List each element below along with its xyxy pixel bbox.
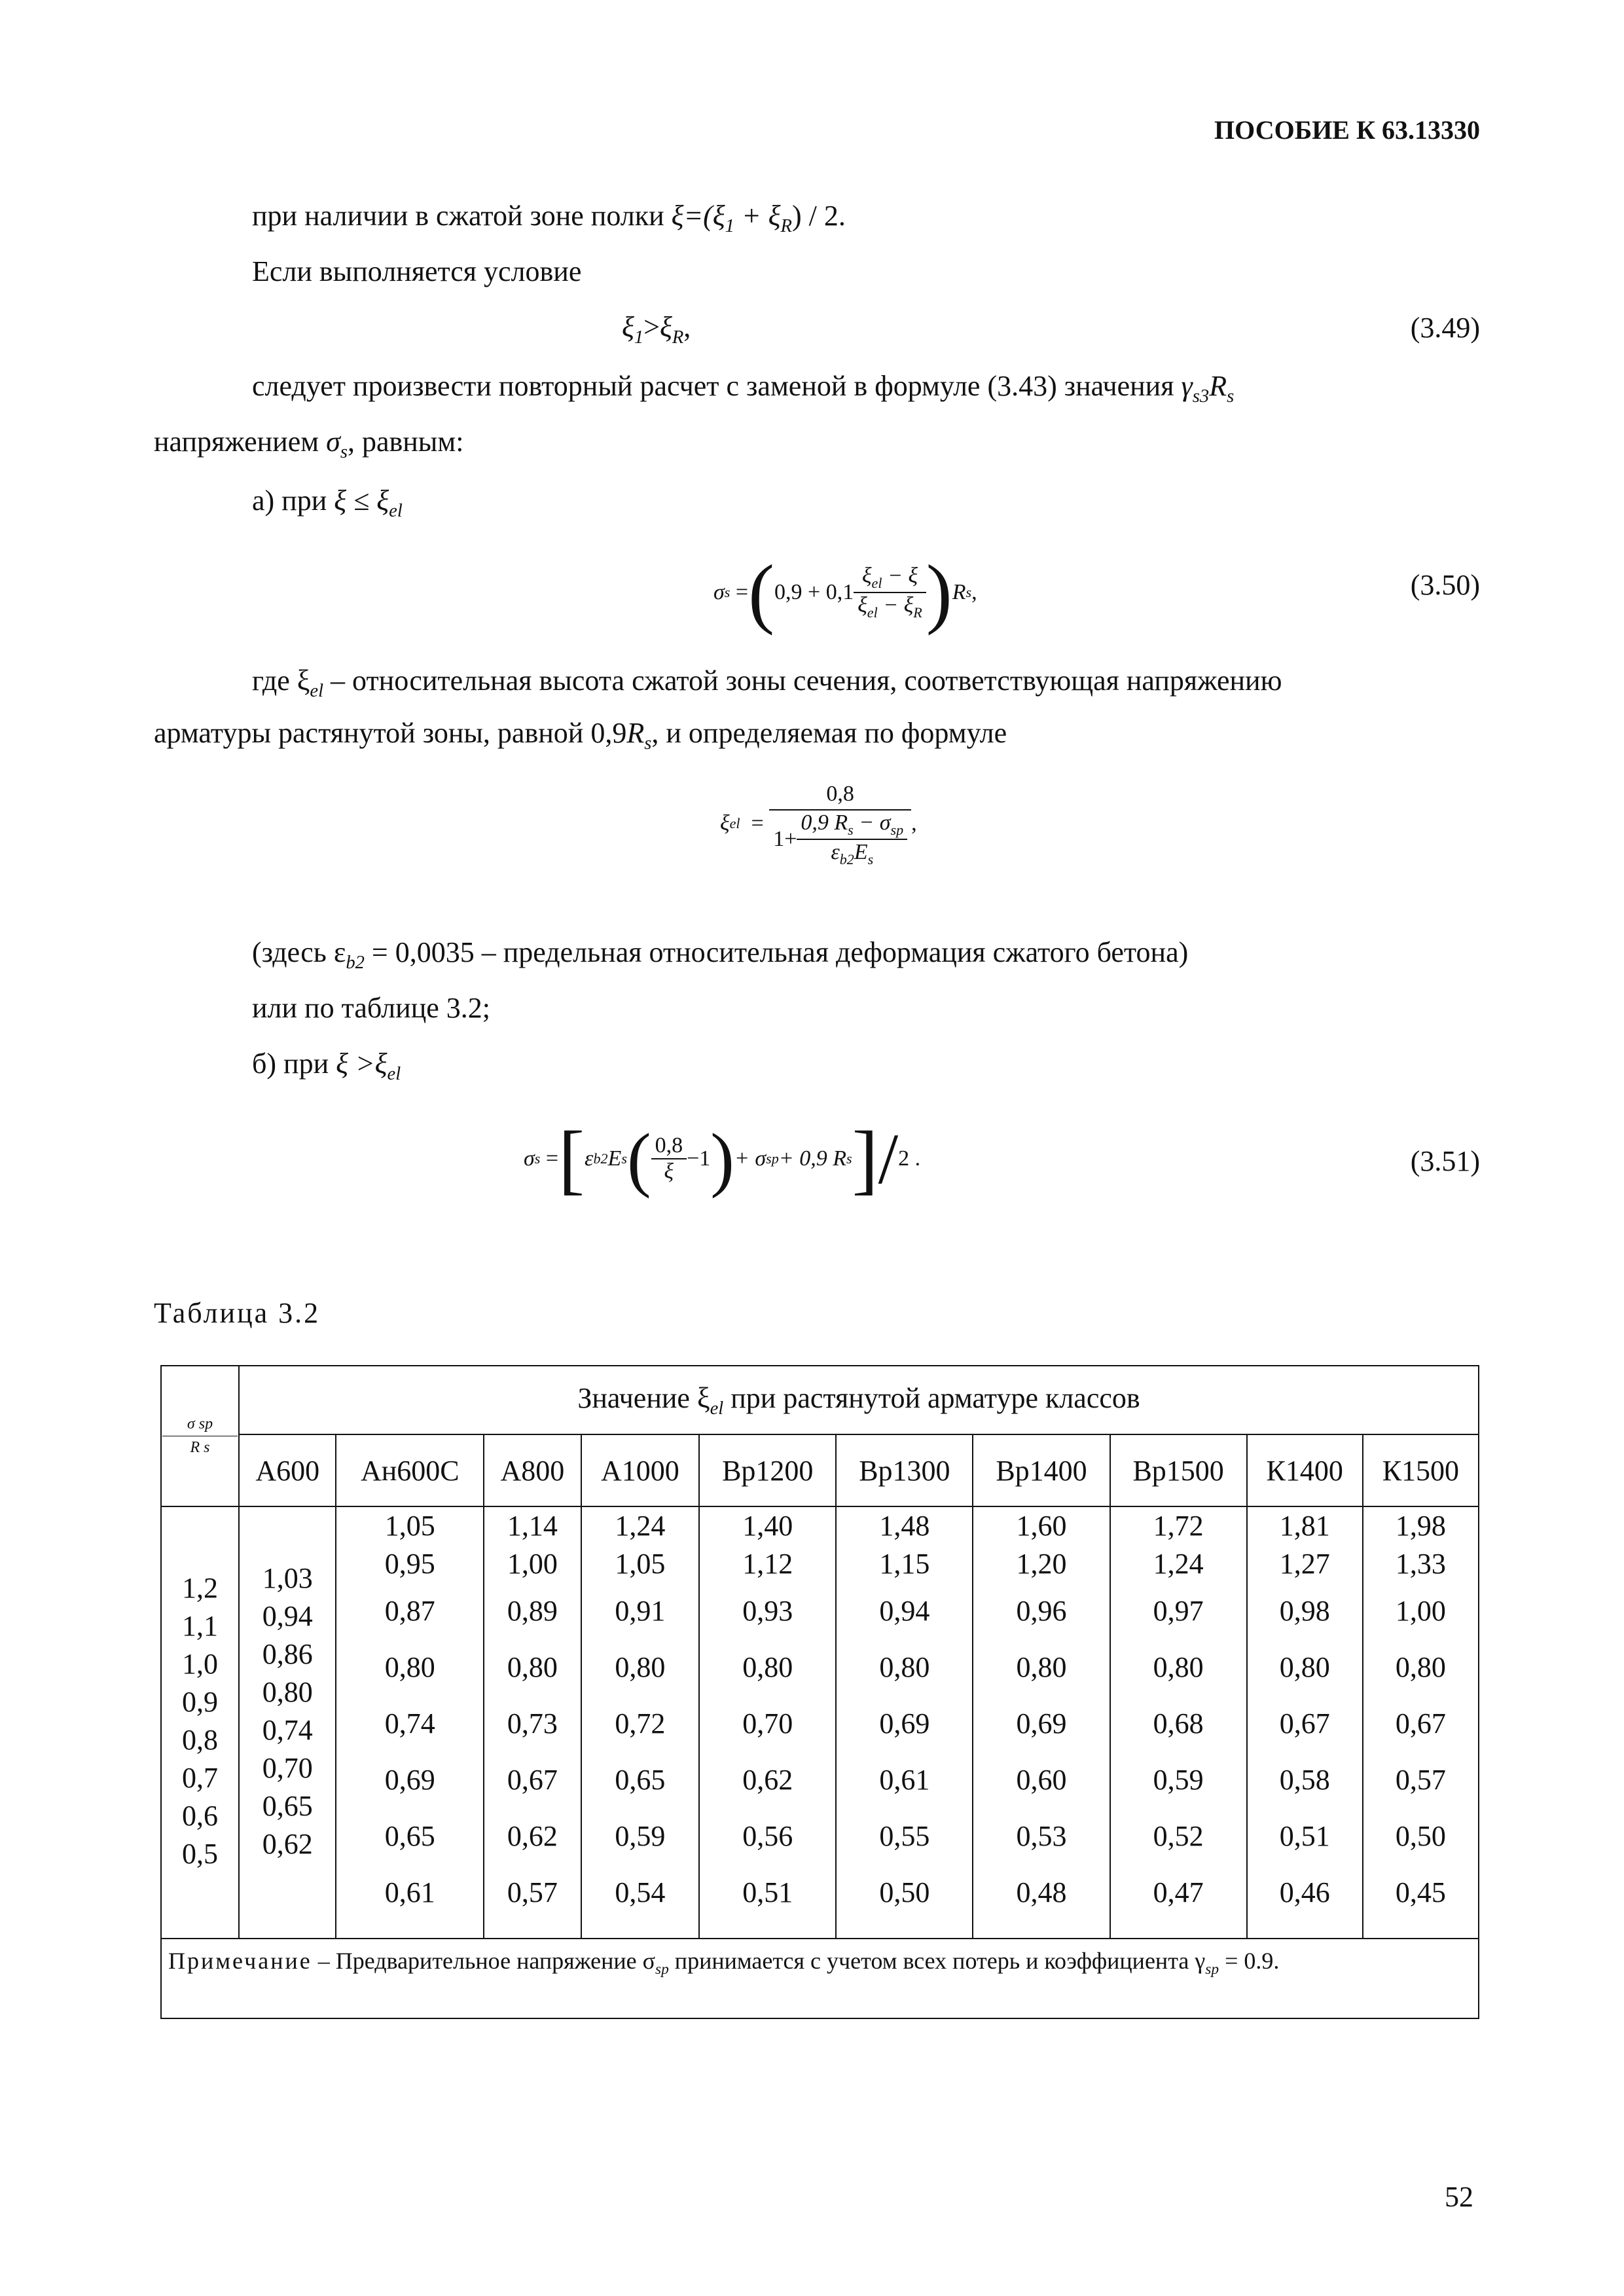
class-header-cell: А1000 [581, 1434, 700, 1506]
page-number: 52 [1445, 2181, 1473, 2213]
table-cell: 1,00 [1395, 1595, 1446, 1627]
text-line-3: следует произвести повторный расчет с заменой в формуле (3.43) значения $\gamma_{s3}R_s$ [252, 370, 1235, 407]
table-cell: 0,80 [1279, 1651, 1330, 1683]
value-column [239, 1506, 336, 1939]
table-cell: 0,8 [182, 1724, 218, 1756]
text-line-6: где $\xi_{el}$ – относительная высота сжатой зоны сечения, соответствующая напряжению [252, 665, 1282, 701]
text-line-9: или по таблице 3.2; [252, 992, 490, 1024]
table-cell: 0,59 [1153, 1764, 1204, 1796]
equation-3-50: σ s = ( 0,9 + 0,1 $\frac{\xi_{el} - \xi}{\xi_{el} - \xi_R}$ ) R s , [713, 549, 977, 636]
table-cell: 0,89 [507, 1595, 558, 1627]
table-cell: 0,62 [742, 1764, 793, 1796]
table-cell: 1,00 [507, 1548, 558, 1580]
table-cell: 1,33 [1395, 1548, 1446, 1580]
value-column [973, 1506, 1110, 1939]
table-cell: 0,54 [615, 1876, 666, 1908]
ratio-header: σ sp R s [161, 1366, 239, 1506]
value-column [699, 1506, 836, 1939]
table-cell: 0,57 [1395, 1764, 1446, 1796]
table-cell: 0,47 [1153, 1876, 1204, 1908]
class-header-cell: А800 [484, 1434, 581, 1506]
table-cell: 0,73 [507, 1707, 558, 1740]
table-cell: 0,80 [879, 1651, 930, 1683]
table-cell: 0,50 [1395, 1820, 1446, 1852]
table-cell: 0,67 [1395, 1707, 1446, 1740]
table-cell: 0,93 [742, 1595, 793, 1627]
table-cell: 0,58 [1279, 1764, 1330, 1796]
text-line-5: а) при $\xi \le \xi_{el}$ [252, 484, 403, 521]
table-cell: 0,68 [1153, 1707, 1204, 1740]
class-header-cell: Вр1200 [699, 1434, 836, 1506]
table-cell: 0,62 [262, 1828, 313, 1860]
table-cell: 0,65 [615, 1764, 666, 1796]
class-header-cell: К1500 [1363, 1434, 1479, 1506]
table-title: Значение $\xi_{el}$ при растянутой арматуре классов [239, 1366, 1479, 1434]
class-header-cell: Вр1500 [1110, 1434, 1247, 1506]
class-header-cell: А600 [239, 1434, 336, 1506]
table-cell: 1,2 [182, 1572, 218, 1604]
table-cell: 1,48 [879, 1510, 930, 1542]
table-cell: 1,60 [1016, 1510, 1067, 1542]
table-cell: 0,94 [879, 1595, 930, 1627]
table-cell: 0,9 [182, 1686, 218, 1718]
table-cell: 0,80 [1016, 1651, 1067, 1683]
table-cell: 1,15 [879, 1548, 930, 1580]
equation-3-49: $\xi_1>\xi_R$, [622, 311, 691, 348]
table-cell: 0,45 [1395, 1876, 1446, 1908]
table-cell: 1,0 [182, 1648, 218, 1680]
equation-xi-el: ξ el = 0,8 1+ $\frac{0,9 R_s - \sigma_{sp}}{\varepsilon_{b2}E_s}$ , [720, 779, 917, 868]
table-cell: 0,48 [1016, 1876, 1067, 1908]
table-cell: 0,62 [507, 1820, 558, 1852]
running-header: ПОСОБИЕ К 63.13330 [1214, 115, 1480, 145]
text-line-1: при наличии в сжатой зоне полки $\xi=(\xi_1 + \xi_R) / 2$. [252, 200, 846, 236]
equation-3-51: σ s = [ ε b2 E s ( $\frac{0,8}{\xi}$ −1 ) + σ sp + 0,9 R s ] / 2 . [524, 1115, 921, 1202]
table-cell: 0,80 [1153, 1651, 1204, 1683]
table-cell: 0,69 [1016, 1707, 1067, 1740]
table-cell: 0,7 [182, 1762, 218, 1794]
table-cell: 0,55 [879, 1820, 930, 1852]
table-cell: 0,51 [742, 1876, 793, 1908]
table-cell: 0,61 [384, 1876, 435, 1908]
table-cell: 0,80 [384, 1651, 435, 1683]
table-cell: 0,74 [262, 1714, 313, 1746]
table-cell: 0,6 [182, 1800, 218, 1832]
value-column [1247, 1506, 1363, 1939]
table-cell: 1,14 [507, 1510, 558, 1542]
table-cell: 0,46 [1279, 1876, 1330, 1908]
value-column [484, 1506, 581, 1939]
table-cell: 1,03 [262, 1562, 313, 1594]
table-cell: 1,05 [615, 1548, 666, 1580]
value-column [1363, 1506, 1479, 1939]
table-note: Примечание – Предварительное напряжение $\sigma_{sp}$ принимается с учетом всех потерь и коэффициента $\gamma_{sp} = 0.9$. [161, 1939, 1479, 2018]
class-header-cell: К1400 [1247, 1434, 1363, 1506]
table-cell: 1,72 [1153, 1510, 1204, 1542]
table-cell: 0,97 [1153, 1595, 1204, 1627]
value-column [161, 1506, 239, 1939]
eq-number-3-50: (3.50) [1410, 569, 1480, 601]
table-cell: 1,12 [742, 1548, 793, 1580]
table-cell: 0,80 [742, 1651, 793, 1683]
table-cell: 0,61 [879, 1764, 930, 1796]
table-cell: 1,05 [384, 1510, 435, 1542]
table-cell: 1,98 [1395, 1510, 1446, 1542]
value-column [581, 1506, 700, 1939]
table-cell: 0,65 [384, 1820, 435, 1852]
text-line-8: (здесь $\varepsilon_{b2} = 0,0035$ – предельная относительная деформация сжатого бетона) [252, 936, 1189, 973]
value-column [836, 1506, 973, 1939]
table-cell: 0,67 [1279, 1707, 1330, 1740]
table-cell: 0,91 [615, 1595, 666, 1627]
table-caption: Таблица 3.2 [154, 1297, 321, 1329]
table-cell: 1,40 [742, 1510, 793, 1542]
table-cell: 1,24 [615, 1510, 666, 1542]
eq-number-3-49: (3.49) [1410, 312, 1480, 344]
table-cell: 0,80 [507, 1651, 558, 1683]
table-cell: 1,81 [1279, 1510, 1330, 1542]
table-cell: 0,80 [1395, 1651, 1446, 1683]
table-cell: 0,65 [262, 1790, 313, 1822]
table-cell: 0,74 [384, 1707, 435, 1740]
text-line-2: Если выполняется условие [252, 255, 582, 287]
table-cell: 0,80 [262, 1676, 313, 1708]
table-3-2 [160, 1365, 1479, 2019]
table-cell: 0,70 [262, 1752, 313, 1784]
class-header-cell: Ан600С [336, 1434, 484, 1506]
value-column [336, 1506, 484, 1939]
table-cell: 0,98 [1279, 1595, 1330, 1627]
table-cell: 0,70 [742, 1707, 793, 1740]
eq-number-3-51: (3.51) [1410, 1145, 1480, 1177]
text-line-4: напряжением $\sigma_s$, равным: [154, 426, 464, 462]
table-cell: 0,86 [262, 1638, 313, 1670]
table-cell: 0,80 [615, 1651, 666, 1683]
table-cell: 0,96 [1016, 1595, 1067, 1627]
table-cell: 0,69 [384, 1764, 435, 1796]
table-cell: 0,56 [742, 1820, 793, 1852]
class-header-cell: Вр1300 [836, 1434, 973, 1506]
class-header-cell: Вр1400 [973, 1434, 1110, 1506]
table-cell: 0,52 [1153, 1820, 1204, 1852]
table-cell: 1,24 [1153, 1548, 1204, 1580]
table-cell: 0,72 [615, 1707, 666, 1740]
table-cell: 0,69 [879, 1707, 930, 1740]
text-line-7: арматуры растянутой зоны, равной $0,9R_s$, и определяемая по формуле [154, 717, 1007, 754]
table-cell: 1,20 [1016, 1548, 1067, 1580]
table-cell: 0,95 [384, 1548, 435, 1580]
table-cell: 0,94 [262, 1600, 313, 1632]
table-cell: 0,51 [1279, 1820, 1330, 1852]
text-line-10: б) при $\xi >\xi_{el}$ [252, 1048, 401, 1084]
table-cell: 0,53 [1016, 1820, 1067, 1852]
table-cell: 1,1 [182, 1610, 218, 1642]
table-cell: 0,59 [615, 1820, 666, 1852]
table-cell: 0,87 [384, 1595, 435, 1627]
table-cell: 0,67 [507, 1764, 558, 1796]
table-cell: 1,27 [1279, 1548, 1330, 1580]
table-cell: 0,5 [182, 1838, 218, 1870]
table-cell: 0,57 [507, 1876, 558, 1908]
table-cell: 0,50 [879, 1876, 930, 1908]
table-cell: 0,60 [1016, 1764, 1067, 1796]
value-column [1110, 1506, 1247, 1939]
